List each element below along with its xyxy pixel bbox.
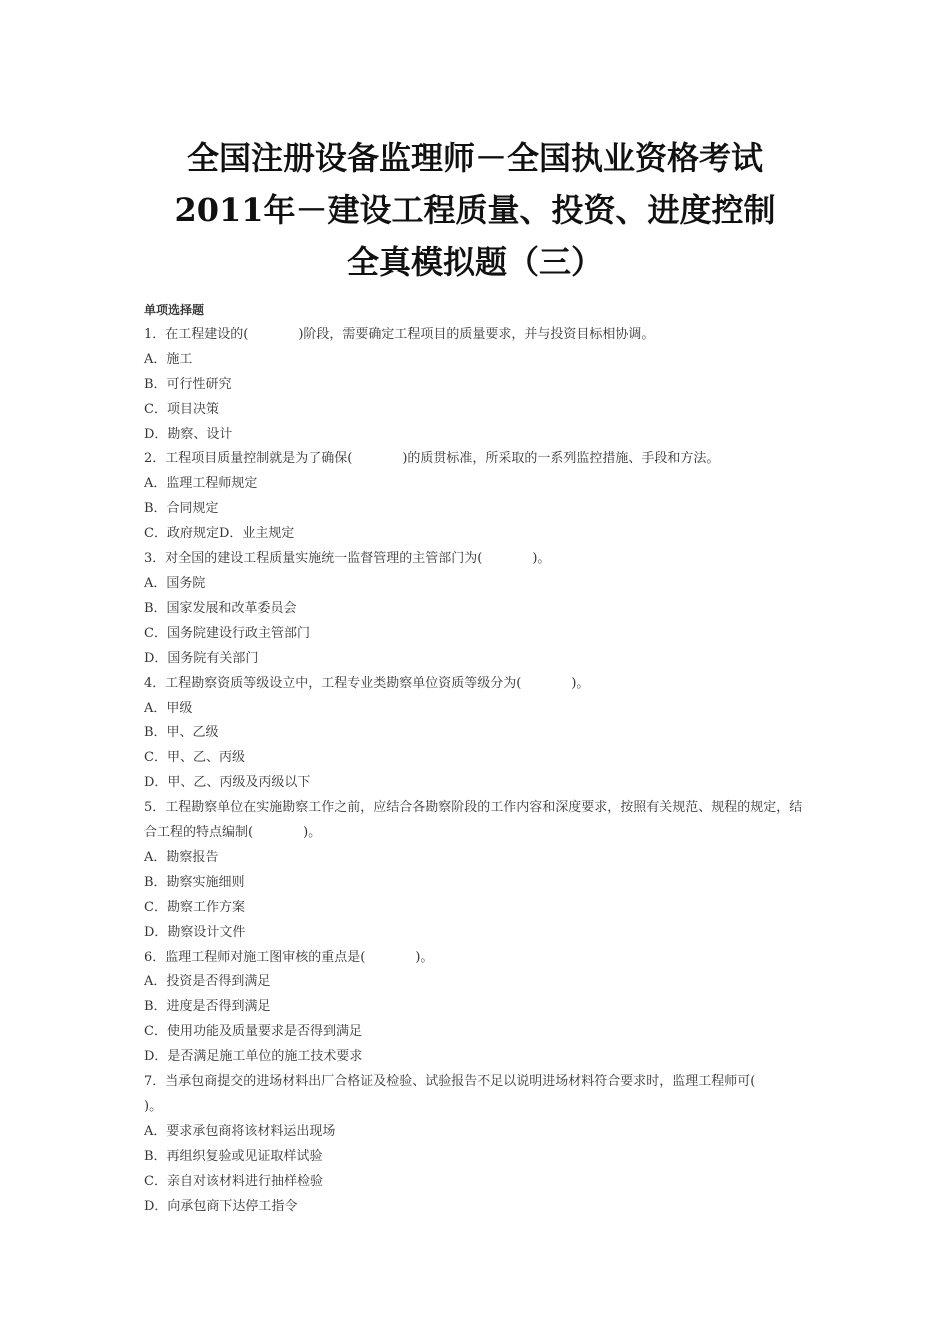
option-7d: D．向承包商下达停工指令 <box>144 1198 298 1214</box>
stem-text-before: 5．工程勘察单位在实施勘察工作之前，应结合各勘察阶段的工作内容和深度要求，按照有关规范、规程的规定，结合工程的特点编制( <box>144 800 803 841</box>
option-4c: C．甲、乙、丙级 <box>144 750 245 766</box>
option-1d: D．勘察、设计 <box>144 426 233 442</box>
title-line-1: 全国注册设备监理师－全国执业资格考试 <box>186 139 763 177</box>
title-line-2: 2011年－建设工程质量、投资、进度控制 <box>174 191 776 229</box>
stem-text-before: 7．当承包商提交的进场材料出厂合格证及检验、试验报告不足以说明进场材料符合要求时，监理工程师可( <box>144 1074 756 1090</box>
option-3c: C．国务院建设行政主管部门 <box>144 625 310 641</box>
title-line-3: 全真模拟题（三） <box>346 243 603 281</box>
option-1c: C．项目决策 <box>144 401 219 417</box>
section-heading: 单项选择题 <box>144 303 205 317</box>
stem-text-after: )阶段，需要确定工程项目的质量要求，并与投资目标相协调。 <box>298 326 655 342</box>
document-title <box>140 132 810 288</box>
option-3a: A．国务院 <box>144 575 206 591</box>
question-stem-7 <box>144 1070 806 1120</box>
stem-text-after: )。 <box>571 675 590 691</box>
option-2cd: C．政府规定D．业主规定 <box>144 526 295 542</box>
stem-text-after: )。 <box>532 551 551 567</box>
question-stem-5 <box>144 796 806 846</box>
question-list <box>144 298 806 1220</box>
option-1a: A．施工 <box>144 351 193 367</box>
question-stem-1 <box>144 323 806 348</box>
stem-text-before: 2．工程项目质量控制就是为了确保( <box>144 451 353 467</box>
option-2a: A．监理工程师规定 <box>144 476 258 492</box>
option-3d: D．国务院有关部门 <box>144 650 259 666</box>
option-5d: D．勘察设计文件 <box>144 924 246 940</box>
option-5c: C．勘察工作方案 <box>144 899 245 915</box>
question-stem-3 <box>144 547 806 572</box>
question-stem-4 <box>144 672 806 697</box>
stem-text-after: )。 <box>303 825 322 841</box>
option-6b: B．进度是否得到满足 <box>144 999 271 1015</box>
option-6c: C．使用功能及质量要求是否得到满足 <box>144 1024 362 1040</box>
option-5a: A．勘察报告 <box>144 849 219 865</box>
stem-text-before: 3．对全国的建设工程质量实施统一监督管理的主管部门为( <box>144 551 483 567</box>
stem-text-before: 1．在工程建设的( <box>144 326 249 342</box>
option-1b: B．可行性研究 <box>144 376 232 392</box>
stem-text-before: 6．监理工程师对施工图审核的重点是( <box>144 949 366 965</box>
option-3b: B．国家发展和改革委员会 <box>144 600 297 616</box>
option-7a: A．要求承包商将该材料运出现场 <box>144 1123 336 1139</box>
question-stem-2 <box>144 447 806 472</box>
option-6d: D．是否满足施工单位的施工技术要求 <box>144 1049 363 1065</box>
option-2b: B．合同规定 <box>144 501 219 517</box>
stem-text-after: )。 <box>144 1099 163 1114</box>
option-4b: B．甲、乙级 <box>144 725 219 741</box>
option-4d: D．甲、乙、丙级及丙级以下 <box>144 775 311 791</box>
option-7c: C．亲自对该材料进行抽样检验 <box>144 1173 323 1189</box>
option-7b: B．再组织复验或见证取样试验 <box>144 1148 323 1164</box>
option-5b: B．勘察实施细则 <box>144 874 245 890</box>
option-4a: A．甲级 <box>144 700 193 716</box>
stem-text-before: 4．工程勘察资质等级设立中，工程专业类勘察单位资质等级分为( <box>144 675 522 691</box>
stem-text-after: )。 <box>415 949 434 965</box>
stem-text-after: )的质贯标准，所采取的一系列监控措施、手段和方法。 <box>402 451 720 467</box>
option-6a: A．投资是否得到满足 <box>144 974 271 990</box>
question-stem-6 <box>144 946 806 971</box>
